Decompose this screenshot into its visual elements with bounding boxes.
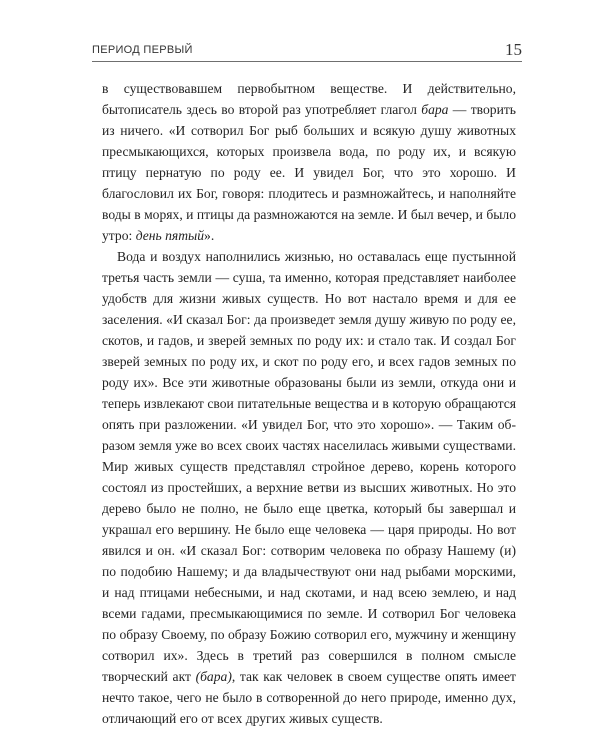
header-rule [92, 61, 522, 62]
paragraph-2-text-2: , так как человек в своем существе опять имеет нечто такое, чего не было в сотворенной до него природе, именно дух, отличающий его от всех других живых существ. [102, 669, 516, 726]
running-header [92, 40, 522, 62]
paragraph-1-text-2: — творить из ничего. «И сотворил Бог рыб больших и всякую душу животных пресмыкающихся, которых произвела вода, по роду их, и всякую птицу пернатую по роду ее. И увидел Бог, что это хорошо. И благословил их Бог, говоря: плодитесь и размножайтесь, и наполняйте воды в морях, и птицы да размножаются на земле. И был вечер, и было утро: [102, 102, 516, 243]
paragraph-1-text-1: в существовавшем первобытном веществе. И действительно, бытописатель здесь во второй раз употребляет глагол [102, 81, 516, 117]
page-number: 15 [505, 40, 522, 59]
paragraph-2-italic-1: (бара) [195, 669, 232, 684]
paragraph-2-text-1: Вода и воздух наполнились жизнью, но оставалась еще пустынной третья часть земли — суша, та именно, которая представляет наиболее удобств для жизни живых существ. Но вот настало время и для ее заселения. «И сказал Бог: да произведет земля душу живую по роду ее, скотов, и гадов, и зверей земных по роду их: и стало так. И создал Бог зверей земных по роду их, и скот по роду его, и всех гадов земных по роду их». Все эти животные образованы были из земли, откуда они и теперь извлекают свои питательные вещества и в которую обращаются опять при разложении. «И увидел Бог, что это хорошо». — Таким образом земля уже во всех своих частях населилась живыми существами. Мир живых существ представлял стройное дерево, корень которого состоял из простейших, а верхние ветви из высших животных. Но это дерево было не полно, не было еще цветка, который бы завершал и украшал его вершину. Не было еще человека — царя природы. Но вот явился и он. «И сказал Бог: сотворим человека по образу Нашему (и) по подобию Нашему; и да владычествуют они над рыбами морскими, и над птицами небесными, и над скотами, и над всею землею, и над всеми гадами, пресмыкающимися по земле. И сотворил Бог человека по образу Своему, по образу Божию сотворил его, мужчину и женщину сотворил их». Здесь в третий раз совершился в полном смысле творческий акт [102, 249, 516, 684]
paragraph-1-text-3: ». [204, 228, 215, 243]
paragraph-1-italic-2: день пятый [135, 228, 205, 243]
paragraph-1 [102, 78, 516, 246]
paragraph-1-italic-1: бара [421, 102, 449, 117]
running-title: ПЕРИОД ПЕРВЫЙ [92, 44, 193, 56]
paragraph-2 [102, 246, 516, 729]
body-text [102, 78, 516, 729]
